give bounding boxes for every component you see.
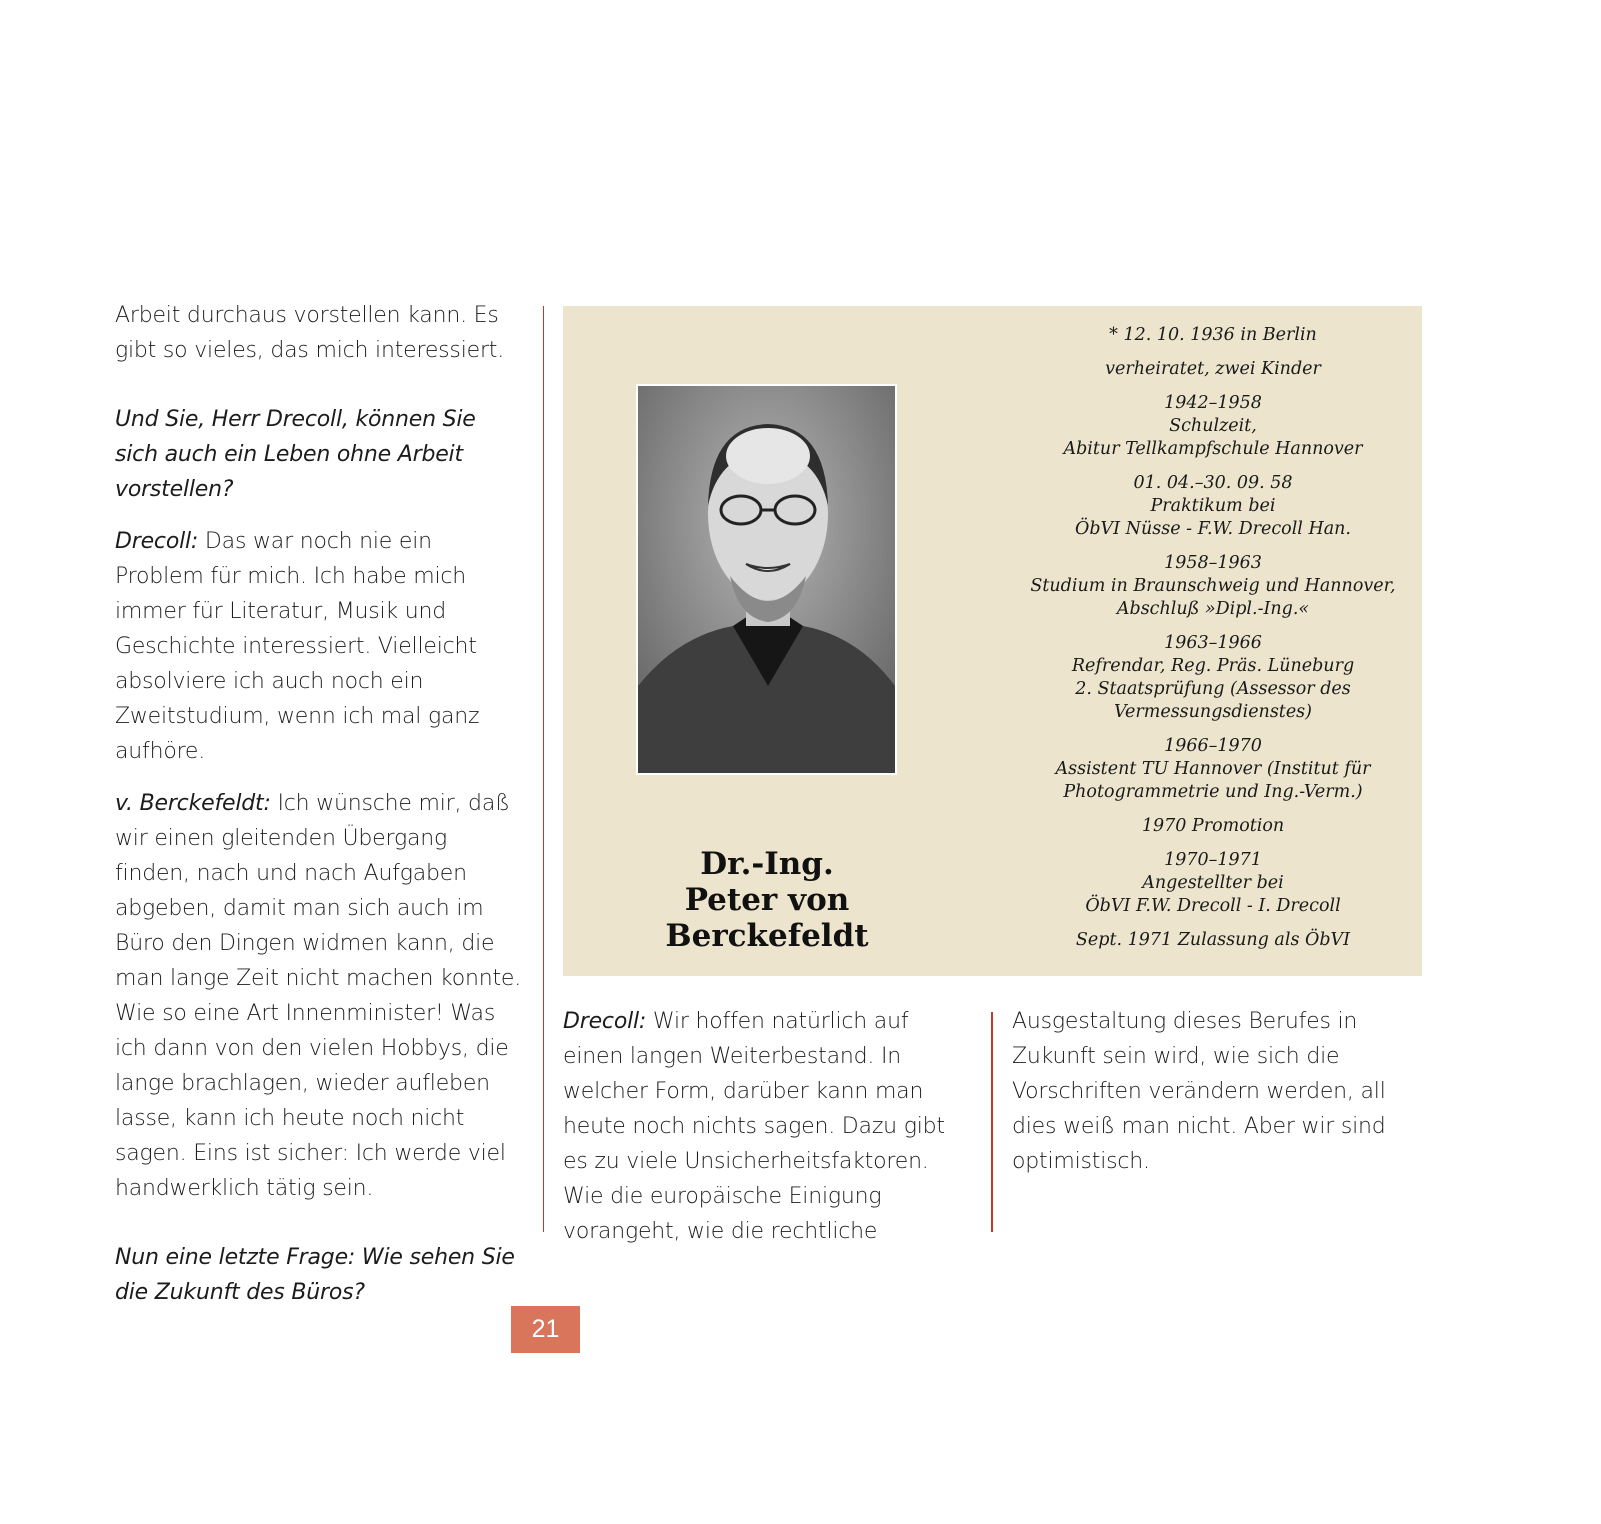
answer-text: Ich wünsche mir, daß wir einen gleitenden Übergang finden, nach und nach Aufgaben abgeben, damit man sich auch im Büro den Dingen widmen kann, die man lange Zeit nicht machen konnte. Wie so eine Art Innenminister! Was ich dann von den vielen Hobbys, die lange brachlagen, wieder aufleben lasse, kann ich heute noch nicht sagen. Eins ist sicher: Ich werde viel handwerklich tätig sein. [115, 791, 522, 1201]
vita-entry: 1970 Promotion [1141, 816, 1285, 836]
person-name [583, 846, 951, 954]
vita-entry: Sept. 1971 Zulassung als ÖbVI [1075, 930, 1351, 950]
vita-entry: verheiratet, zwei Kinder [1105, 359, 1321, 379]
name-full: Peter von Berckefeldt [665, 882, 869, 954]
right-text-column [1012, 1004, 1422, 1196]
answer-paragraph [115, 524, 525, 769]
middle-text-column [563, 1004, 963, 1266]
vita-entry: 01. 04.–30. 09. 58 Praktikum bei ÖbVI Nüsse - F.W. Drecoll Han. [1074, 473, 1351, 539]
paragraph: Arbeit durchaus vorstellen kann. Es gibt so vieles, das mich interessiert. [115, 303, 505, 363]
vita-entry: 1963–1966 Refrendar, Reg. Präs. Lüneburg 2. Staatsprüfung (Assessor des Vermessungsdienstes) [1071, 633, 1355, 722]
vita-entry: * 12. 10. 1936 in Berlin [1109, 325, 1317, 345]
biography-box [563, 306, 1422, 976]
paragraph: Ausgestaltung dieses Berufes in Zukunft sein wird, wie sich die Vorschriften verändern werden, all dies weiß man nicht. Aber wir sind optimistisch. [1012, 1009, 1386, 1174]
speaker-label: v. Berckefeldt: [115, 791, 271, 816]
speaker-label: Drecoll: [563, 1009, 647, 1034]
column-rule [543, 306, 544, 1232]
speaker-label: Drecoll: [115, 529, 199, 554]
answer-paragraph [115, 786, 525, 1206]
answer-paragraph [563, 1004, 963, 1249]
vita-entry: 1958–1963 Studium in Braunschweig und Hannover, Abschluß »Dipl.-Ing.« [1030, 553, 1396, 619]
name-title: Dr.-Ing. [700, 846, 834, 882]
answer-text: Das war noch nie ein Problem für mich. Ich habe mich immer für Literatur, Musik und Geschichte interessiert. Vielleicht absolviere ich auch noch ein Zweitstudium, wenn ich mal ganz aufhöre. [115, 529, 480, 764]
interview-question: Nun eine letzte Frage: Wie sehen Sie die Zukunft des Büros? [115, 1245, 515, 1305]
answer-text: Wir hoffen natürlich auf einen langen Weiterbestand. In welcher Form, darüber kann man heute noch nichts sagen. Dazu gibt es zu viele Unsicherheitsfaktoren. Wie die europäische Einigung vorangeht, wie die rechtliche [563, 1009, 945, 1244]
vita-entry: 1970–1971 Angestellter bei ÖbVI F.W. Drecoll - I. Drecoll [1085, 850, 1341, 916]
column-rule [991, 1012, 993, 1232]
vita-entry: 1942–1958 Schulzeit, Abitur Tellkampfschule Hannover [1063, 393, 1363, 459]
left-text-column [115, 298, 525, 1327]
interview-question: Und Sie, Herr Drecoll, können Sie sich auch ein Leben ohne Arbeit vorstellen? [115, 407, 476, 502]
vita-entry: 1966–1970 Assistent TU Hannover (Institut für Photogrammetrie und Ing.-Verm.) [1055, 736, 1371, 802]
page-number-badge: 21 [511, 1306, 580, 1353]
vita-list [1013, 324, 1413, 963]
portrait-photo [636, 384, 897, 775]
